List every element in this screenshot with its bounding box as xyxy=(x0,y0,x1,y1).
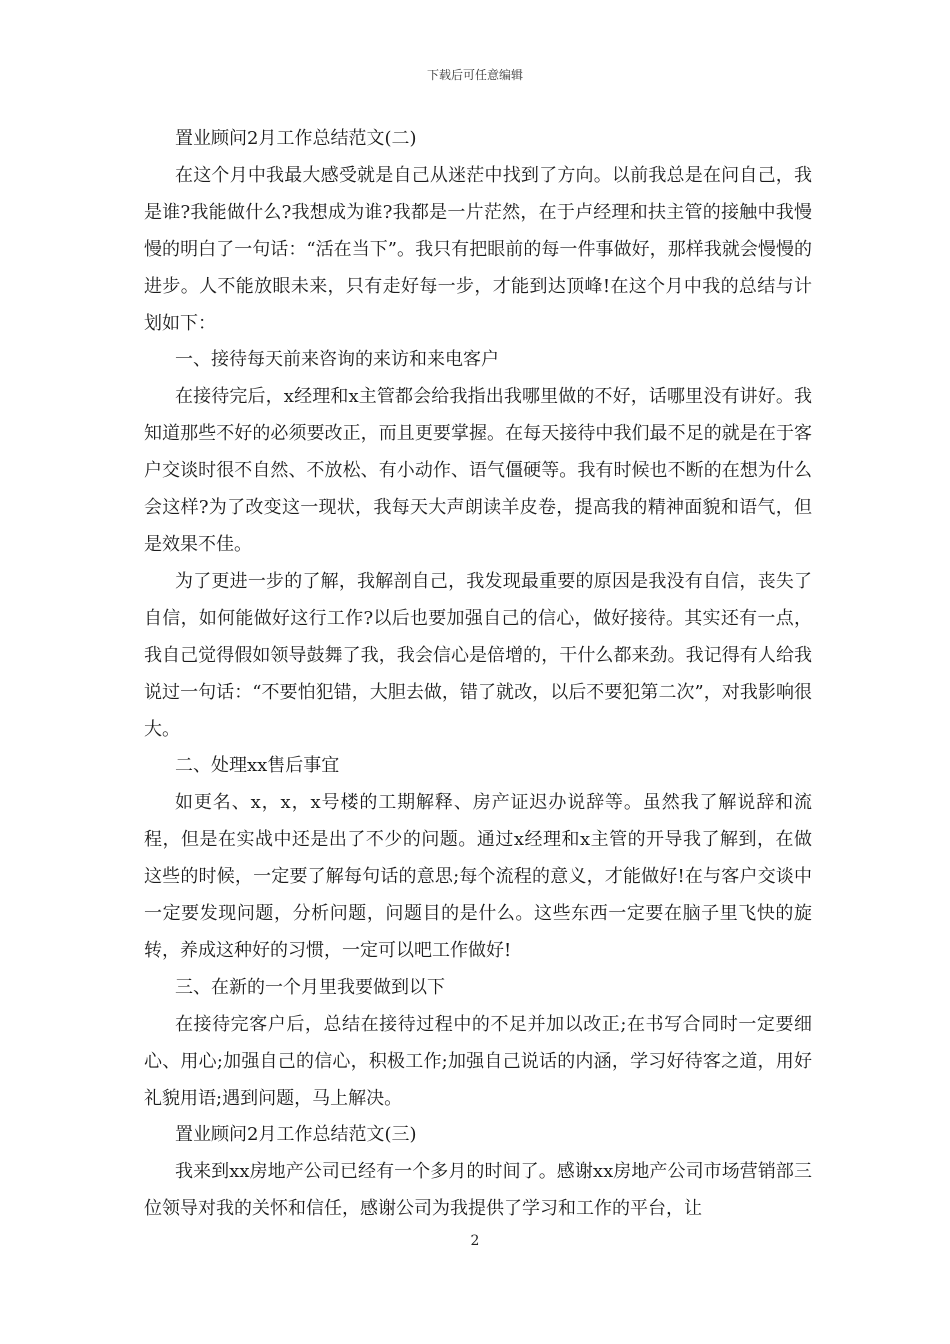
paragraph: 如更名、x，x，x号楼的工期解释、房产证迟办说辞等。虽然我了解说辞和流程，但是在实战中还是出了不少的问题。通过x经理和x主管的开导我了解到，在做这些的时候，一定要了解每句话的意思;每个流程的意义，才能做好!在与客户交谈中一定要发现问题，分析问题，问题目的是什么。这些东西一定要在脑子里飞快的旋转，养成这种好的习惯，一定可以吧工作做好! xyxy=(144,792,812,961)
page-number: 2 xyxy=(470,1233,480,1249)
section-heading-1: 一、接待每天前来咨询的来访和来电客户 xyxy=(175,349,499,371)
section-heading-3: 三、在新的一个月里我要做到以下 xyxy=(175,976,445,998)
paragraph: 在接待完后，x经理和x主管都会给我指出我哪里做的不好，话哪里没有讲好。我知道那些不好的必须要改正，而且更要掌握。在每天接待中我们最不足的就是在于客户交谈时很不自然、不放松、有小动作、语气僵硬等。我有时候也不断的在想为什么会这样?为了改变这一现状，我每天大声朗读羊皮卷，提高我的精神面貌和语气，但是效果不佳。 xyxy=(144,386,812,555)
page-header: 下载后可任意编辑 xyxy=(426,68,523,82)
paragraph: 为了更进一步的了解，我解剖自己，我发现最重要的原因是我没有自信，丧失了自信，如何能做好这行工作?以后也要加强自己的信心，做好接待。其实还有一点，我自己觉得假如领导鼓舞了我，我会信心是倍增的，干什么都来劲。我记得有人给我说过一句话：“不要怕犯错，大胆去做，错了就改，以后不要犯第二次”，对我影响很大。 xyxy=(144,570,812,740)
paragraph: 在接待完客户后，总结在接待过程中的不足并加以改正;在书写合同时一定要细心、用心;加强自己的信心，积极工作;加强自己说话的内涵，学习好待客之道，用好礼貌用语;遇到问题，马上解决。 xyxy=(144,1013,812,1109)
section-title-3: 置业顾问2月工作总结范文(三) xyxy=(175,1124,417,1146)
section-title-2: 置业顾问2月工作总结范文(二) xyxy=(175,128,417,149)
section-heading-2: 二、处理xx售后事宜 xyxy=(175,755,340,777)
paragraph: 在这个月中我最大感受就是自己从迷茫中找到了方向。以前我总是在问自己，我是谁?我能做什么?我想成为谁?我都是一片茫然，在于卢经理和扶主管的接触中我慢慢的明白了一句话：“活在当下”。我只有把眼前的每一件事做好，那样我就会慢慢的进步。人不能放眼未来，只有走好每一步，才能到达顶峰!在这个月中我的总结与计划如下： xyxy=(144,164,812,334)
document-body xyxy=(144,121,812,1228)
paragraph: 我来到xx房地产公司已经有一个多月的时间了。感谢xx房地产公司市场营销部三位领导对我的关怀和信任，感谢公司为我提供了学习和工作的平台，让 xyxy=(144,1161,812,1220)
